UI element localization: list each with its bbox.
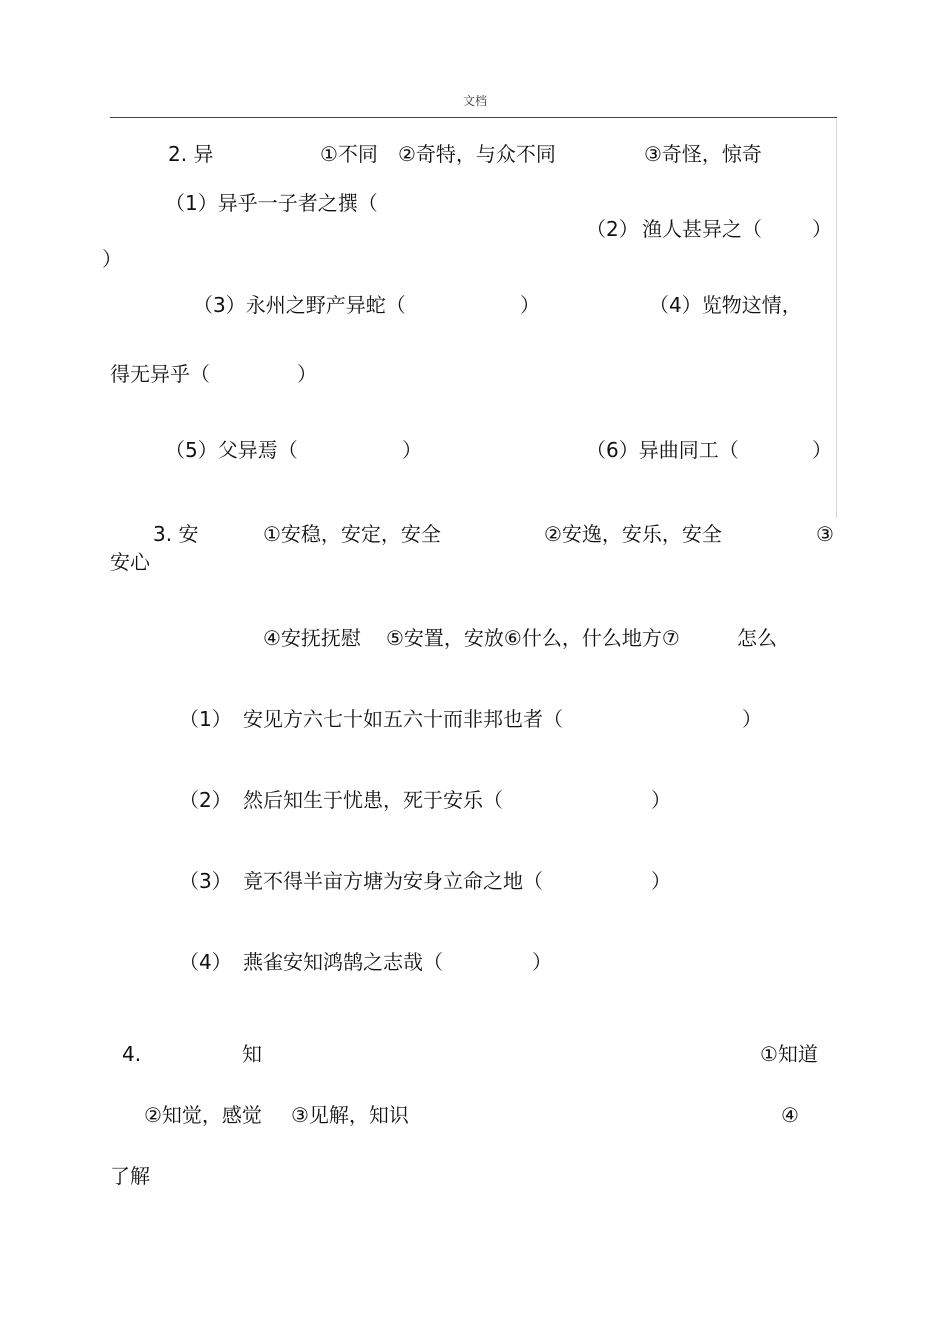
s3-question-3-text: 竟不得半亩方塘为安身立命之地（ bbox=[243, 869, 543, 893]
s4-meaning-4-marker: ④ bbox=[781, 1103, 799, 1127]
s3-question-2-text: 然后知生于忧患，死于安乐（ bbox=[243, 788, 503, 812]
s2-question-4-close: ） bbox=[297, 362, 317, 386]
s2-meaning-3: ③奇怪，惊奇 bbox=[644, 142, 762, 166]
s3-question-3-close: ） bbox=[651, 869, 671, 893]
s2-meaning-2: ②奇特，与众不同 bbox=[398, 142, 556, 166]
s2-meaning-1: ①不同 bbox=[320, 142, 378, 166]
s3-meaning-1: ①安稳，安定，安全 bbox=[263, 522, 441, 546]
s3-question-4-text: 燕雀安知鸿鹄之志哉（ bbox=[243, 950, 443, 974]
s3-question-1-close: ） bbox=[742, 707, 762, 731]
s2-question-2-text: 渔人甚异之（ bbox=[642, 217, 762, 241]
s2-question-4-cont: 得无异乎（ bbox=[110, 362, 210, 386]
s4-word: 知 bbox=[242, 1042, 262, 1066]
s3-meaning-3-marker: ③ bbox=[816, 522, 834, 546]
s2-question-3-close: ） bbox=[520, 293, 540, 317]
s2-number: 2. 异 bbox=[168, 142, 214, 166]
header-rule bbox=[110, 117, 837, 118]
margin-line bbox=[836, 118, 837, 518]
s3-question-4-close: ） bbox=[532, 950, 552, 974]
s2-question-1-close: ） bbox=[102, 247, 122, 271]
s3-question-2-number: （2） bbox=[179, 788, 232, 812]
s2-question-5: （5）父异焉（ bbox=[165, 438, 298, 462]
s3-number: 3. 安 bbox=[153, 522, 199, 546]
s3-meaning-7: 怎么 bbox=[737, 626, 777, 650]
s2-question-6: （6）异曲同工（ bbox=[586, 438, 739, 462]
s4-meaning-2: ②知觉，感觉 bbox=[144, 1103, 262, 1127]
s2-question-5-close: ） bbox=[402, 438, 422, 462]
s2-question-2-number: （2） bbox=[586, 217, 639, 241]
s2-question-4: （4）览物这情， bbox=[649, 293, 802, 317]
s4-meaning-1: ①知道 bbox=[760, 1042, 818, 1066]
s3-meaning-3-text: 安心 bbox=[110, 550, 150, 574]
s3-question-1-text: 安见方六七十如五六十而非邦也者（ bbox=[243, 707, 563, 731]
s4-meaning-3: ③见解，知识 bbox=[291, 1103, 409, 1127]
s3-meaning-2: ②安逸，安乐，安全 bbox=[544, 522, 722, 546]
s4-meaning-4-text: 了解 bbox=[110, 1164, 150, 1188]
s2-question-3: （3）永州之野产异蛇（ bbox=[193, 293, 406, 317]
s2-question-2-close: ） bbox=[812, 217, 832, 241]
s2-question-1: （1）异乎一子者之撰（ bbox=[165, 191, 378, 215]
s3-meaning-5-6: ⑤安置，安放⑥什么，什么地方⑦ bbox=[386, 626, 680, 650]
s3-question-3-number: （3） bbox=[179, 869, 232, 893]
s3-question-1-number: （1） bbox=[179, 707, 232, 731]
s2-question-6-close: ） bbox=[812, 438, 832, 462]
s4-number: 4. bbox=[122, 1042, 142, 1066]
s3-question-2-close: ） bbox=[651, 788, 671, 812]
s3-question-4-number: （4） bbox=[179, 950, 232, 974]
s3-meaning-4: ④安抚抚慰 bbox=[263, 626, 361, 650]
page-header: 文档 bbox=[462, 94, 487, 108]
